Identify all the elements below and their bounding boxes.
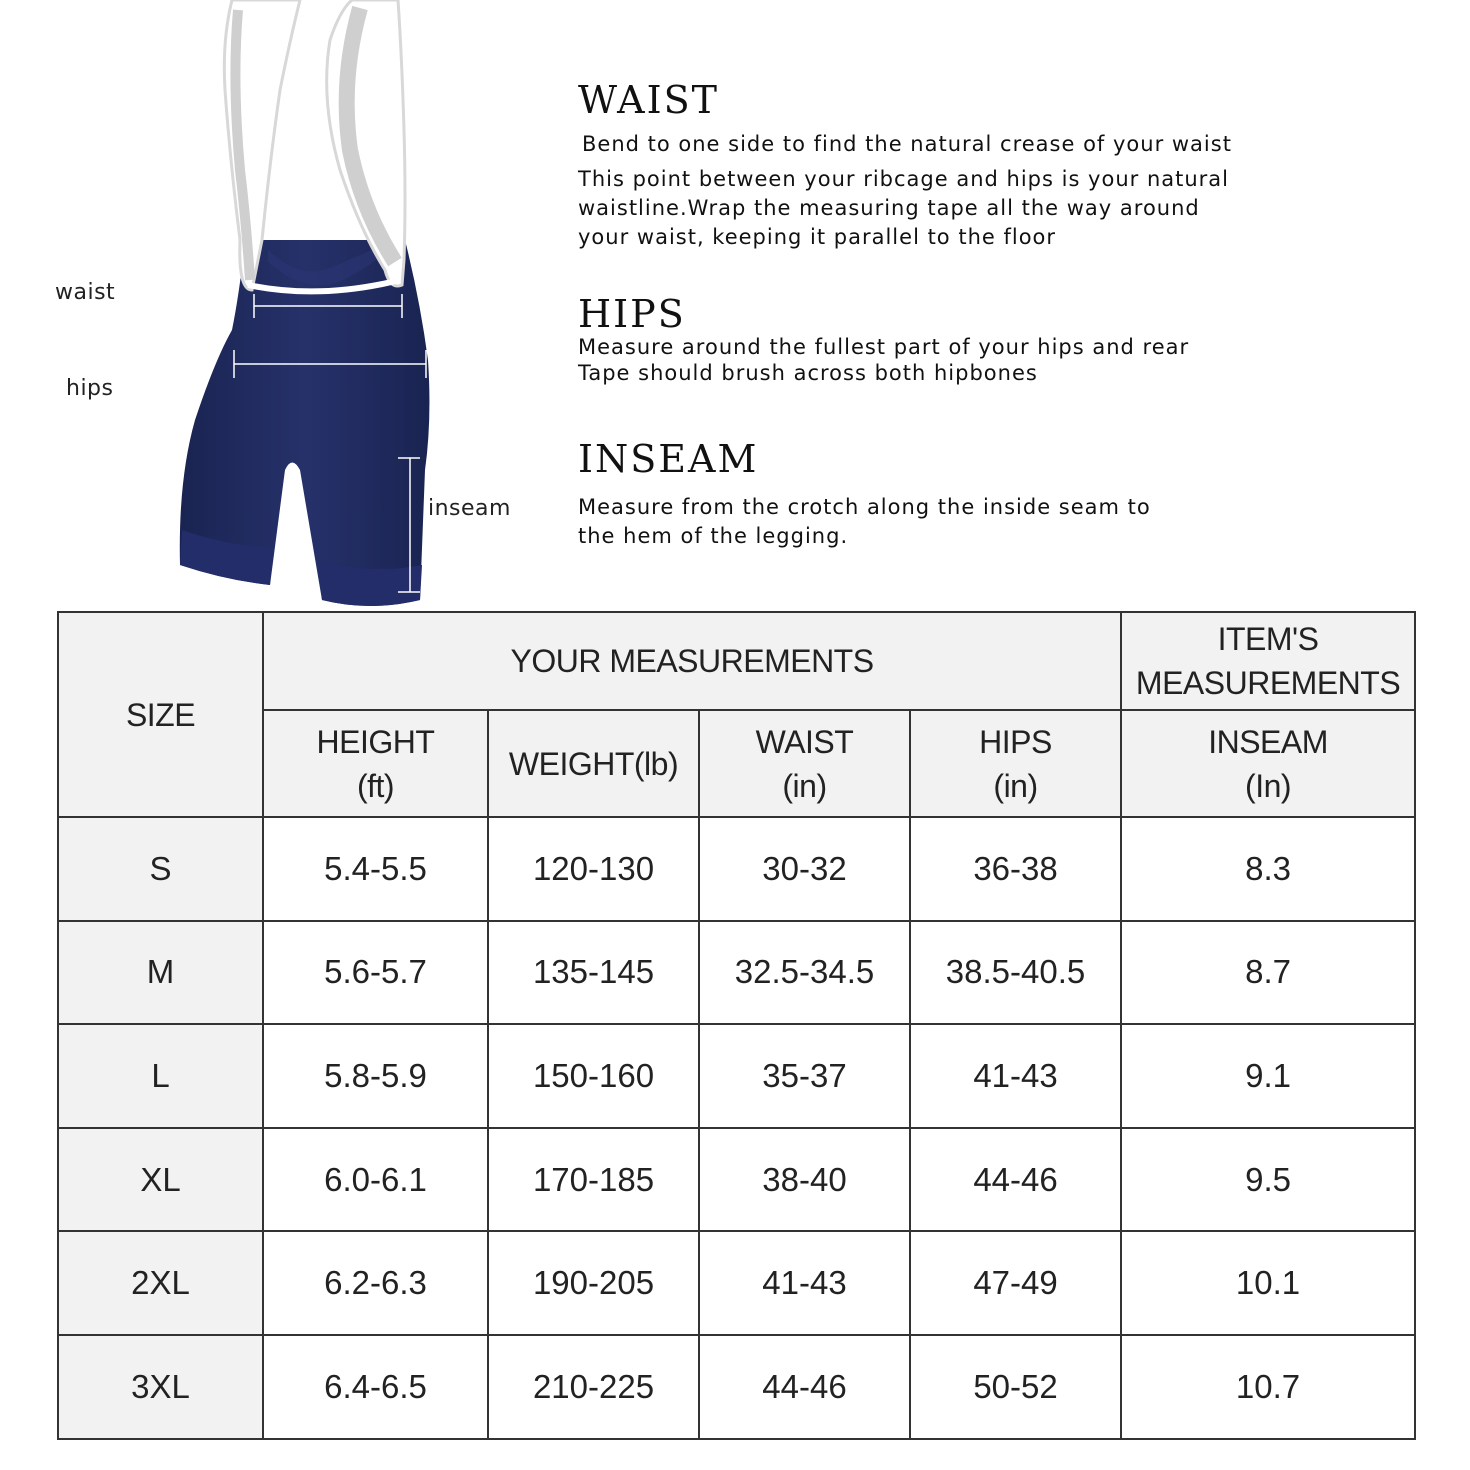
items-measurements-line: ITEM'S [1217,621,1319,657]
size-cell: S [58,817,263,921]
table-cell: 41-43 [910,1024,1121,1128]
column-header-name: WEIGHT(lb) [508,745,679,782]
table-cell: 41-43 [699,1231,910,1335]
table-cell: 6.2-6.3 [263,1231,488,1335]
table-cell: 44-46 [910,1128,1121,1232]
items-measurements-header [1121,612,1415,710]
size-cell: XL [58,1128,263,1232]
hips-guide-line: Tape should brush across both hipbones [578,361,1038,385]
table-cell: 38.5-40.5 [910,921,1121,1025]
table-cell: 170-185 [488,1128,699,1232]
table-row [58,921,1415,1025]
waist-heading: WAIST [578,78,719,122]
table-cell: 210-225 [488,1335,699,1439]
table-cell: 10.1 [1121,1231,1415,1335]
table-cell: 30-32 [699,817,910,921]
table-cell: 9.5 [1121,1128,1415,1232]
column-header [488,710,699,817]
column-header [1121,710,1415,817]
your-measurements-header: YOUR MEASUREMENTS [263,612,1121,710]
hips-label: hips [66,376,114,401]
table-row [58,1128,1415,1232]
hips-heading: HIPS [578,292,686,336]
inseam-guide [578,437,1438,551]
column-header-name: WAIST [755,723,854,760]
hips-guide [578,292,1438,386]
bib-shorts-illustration [170,0,440,610]
waist-label: waist [55,280,116,305]
table-cell: 32.5-34.5 [699,921,910,1025]
column-header-name: INSEAM [1208,723,1328,760]
column-header [699,710,910,817]
inseam-guide-line: Measure from the crotch along the inside seam to [578,495,1151,519]
table-cell: 50-52 [910,1335,1121,1439]
waist-guide [578,78,1438,252]
table-cell: 5.4-5.5 [263,817,488,921]
column-header-unit: (ft) [356,767,395,804]
waist-guide-line: your waist, keeping it parallel to the floor [578,225,1057,249]
table-cell: 8.3 [1121,817,1415,921]
table-cell: 6.4-6.5 [263,1335,488,1439]
table-cell: 36-38 [910,817,1121,921]
column-header-unit: (in) [782,767,827,804]
column-header-name: HIPS [979,723,1052,760]
table-cell: 44-46 [699,1335,910,1439]
table-row [58,1231,1415,1335]
column-header-unit: (In) [1245,767,1292,804]
size-table-body [58,817,1415,1439]
table-cell: 5.6-5.7 [263,921,488,1025]
inseam-guide-line: the hem of the legging. [578,524,849,548]
table-cell: 190-205 [488,1231,699,1335]
table-row [58,1024,1415,1128]
table-cell: 120-130 [488,817,699,921]
table-row [58,817,1415,921]
table-cell: 150-160 [488,1024,699,1128]
column-header [910,710,1121,817]
table-cell: 135-145 [488,921,699,1025]
table-cell: 9.1 [1121,1024,1415,1128]
waist-guide-line: This point between your ribcage and hips is your natural [578,167,1230,191]
column-header [263,710,488,817]
column-header-name: HEIGHT [316,723,435,760]
size-cell: L [58,1024,263,1128]
table-cell: 35-37 [699,1024,910,1128]
waist-guide-line: Bend to one side to find the natural crease of your waist [582,132,1232,156]
table-cell: 10.7 [1121,1335,1415,1439]
hips-guide-line: Measure around the fullest part of your hips and rear [578,335,1190,359]
waist-guide-line: waistline.Wrap the measuring tape all the way around [578,196,1200,220]
size-cell: 3XL [58,1335,263,1439]
table-row [58,1335,1415,1439]
table-cell: 8.7 [1121,921,1415,1025]
size-cell: M [58,921,263,1025]
inseam-label: inseam [428,496,511,521]
table-cell: 5.8-5.9 [263,1024,488,1128]
items-measurements-line: MEASUREMENTS [1135,665,1401,701]
table-cell: 6.0-6.1 [263,1128,488,1232]
table-cell: 38-40 [699,1128,910,1232]
size-chart-table [57,611,1416,1440]
size-header: SIZE [58,612,263,817]
inseam-heading: INSEAM [578,437,759,481]
column-header-unit: (in) [993,767,1038,804]
size-cell: 2XL [58,1231,263,1335]
table-cell: 47-49 [910,1231,1121,1335]
